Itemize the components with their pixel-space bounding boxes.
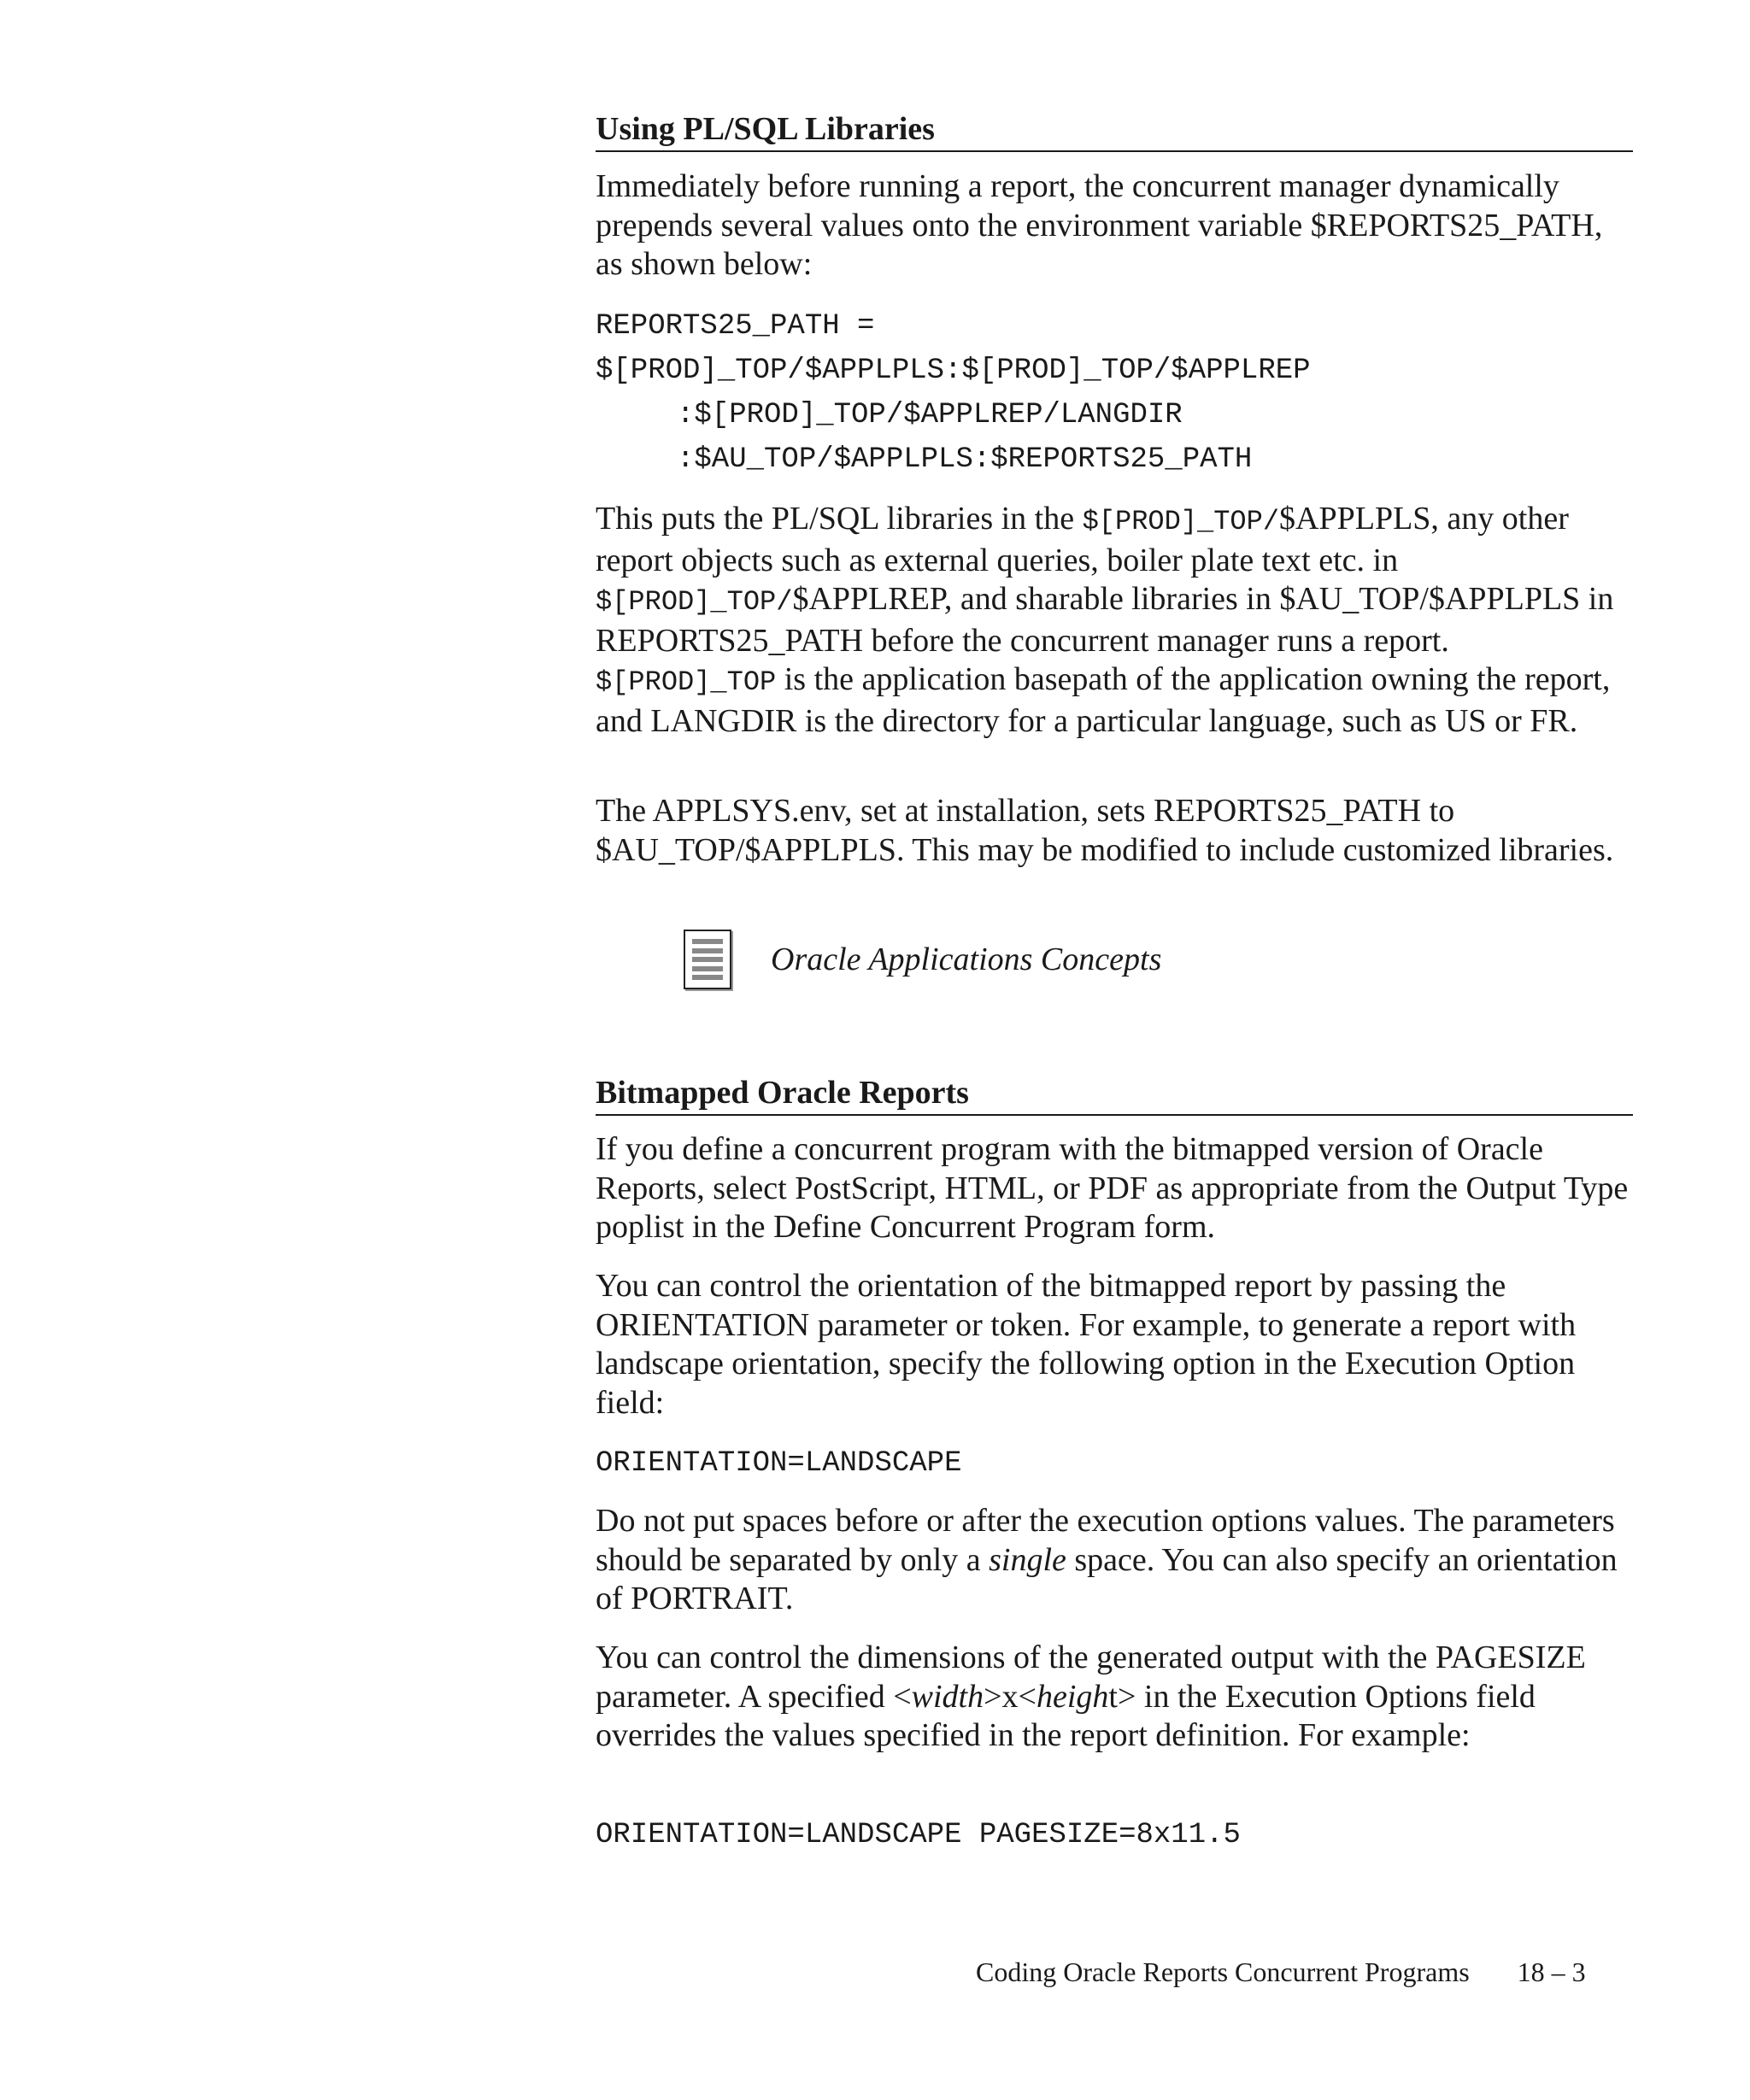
paragraph-block <box>596 1502 1633 1619</box>
book-icon <box>684 930 731 989</box>
intro-paragraph: Immediately before running a report, the concurrent manager dynamically prepends several values onto the environment variable $REPORTS25_PATH, as shown below: <box>596 168 1603 282</box>
paragraph-block <box>596 1267 1633 1422</box>
code-line: ORIENTATION=LANDSCAPE PAGESIZE=8x11.5 <box>596 1819 1241 1851</box>
emphasis: width <box>911 1678 984 1715</box>
section-using-plsql-libraries <box>596 109 1633 152</box>
paragraph-block <box>596 792 1633 870</box>
code-block-pagesize <box>596 1813 1633 1857</box>
text-run: $APPLPLS, any other report objects such as external queries, boiler plate text etc. in <box>596 501 1569 578</box>
paragraph-orientation: You can control the orientation of the bitmapped report by passing the ORIENTATION parameter or token. For example, to generate a report with landscape orientation, specify the following option in the Execution Option field: <box>596 1268 1577 1421</box>
code-line: :$AU_TOP/$APPLPLS:$REPORTS25_PATH <box>677 443 1253 476</box>
section-heading: Using PL/SQL Libraries <box>596 109 1633 152</box>
code-block-reports-path <box>596 304 1633 482</box>
paragraph-block <box>596 500 1633 741</box>
book-line <box>692 966 723 971</box>
emphasis: single <box>989 1541 1066 1578</box>
inline-code: $[PROD]_TOP/ <box>596 586 793 618</box>
text-run: >x< <box>984 1678 1036 1715</box>
text-run: $APPLREP, and sharable libraries in $AU_TOP/$APPLPLS in REPORTS25_PATH before the concurrent manager runs a report. <box>596 581 1614 659</box>
paragraph-applsys-env: The APPLSYS.env, set at installation, sets REPORTS25_PATH to $AU_TOP/$APPLPLS. This may be modified to include customized libraries. <box>596 793 1614 868</box>
code-line: $[PROD]_TOP/$APPLPLS:$[PROD]_TOP/$APPLREP <box>596 355 1311 387</box>
section-heading: Bitmapped Oracle Reports <box>596 1073 1633 1116</box>
paragraph-output-type: If you define a concurrent program with the bitmapped version of Oracle Reports, select PostScript, HTML, or PDF as appropriate from the Output Type poplist in the Define Concurrent Program form. <box>596 1131 1629 1245</box>
text-run: t> in the Execution Options field overrides the values specified in the report definition. For example: <box>596 1678 1536 1753</box>
text-run: is the application basepath of the application owning the report, and LANGDIR is the directory for a particular language, such as US or FR. <box>596 661 1611 739</box>
paragraph-block <box>596 1639 1633 1756</box>
footer-page-number: 18 – 3 <box>1517 1956 1586 1987</box>
paragraph-block <box>596 1130 1633 1247</box>
section-bitmapped-oracle-reports <box>596 1073 1633 1116</box>
reference-note <box>684 930 1161 989</box>
paragraph-spaces <box>596 1502 1633 1619</box>
text-run: space. You can also specify an orientation of PORTRAIT. <box>596 1541 1618 1616</box>
book-line <box>692 939 723 944</box>
text-run: Do not put spaces before or after the execution options values. The parameters should be separated by only a <box>596 1503 1615 1578</box>
page-footer <box>976 1955 1586 1989</box>
footer-chapter-title: Coding Oracle Reports Concurrent Programs <box>976 1956 1470 1987</box>
paragraph-libraries-explanation <box>596 500 1633 741</box>
book-line <box>692 957 723 962</box>
code-line: ORIENTATION=LANDSCAPE <box>596 1447 962 1480</box>
book-line <box>692 975 723 980</box>
code-line: :$[PROD]_TOP/$APPLREP/LANGDIR <box>677 399 1183 431</box>
inline-code: $[PROD]_TOP <box>596 666 777 698</box>
paragraph-pagesize <box>596 1639 1633 1756</box>
intro-paragraph-block <box>596 167 1633 284</box>
inline-code: $[PROD]_TOP/ <box>1082 506 1280 537</box>
code-block-orientation <box>596 1441 1633 1486</box>
reference-title: Oracle Applications Concepts <box>771 941 1162 977</box>
book-line <box>692 948 723 953</box>
code-line: REPORTS25_PATH = <box>596 310 875 343</box>
text-run: You can control the dimensions of the generated output with the PAGESIZE parameter. A specified < <box>596 1640 1586 1715</box>
emphasis: heigh <box>1036 1678 1109 1715</box>
text-run: This puts the PL/SQL libraries in the <box>596 501 1083 537</box>
